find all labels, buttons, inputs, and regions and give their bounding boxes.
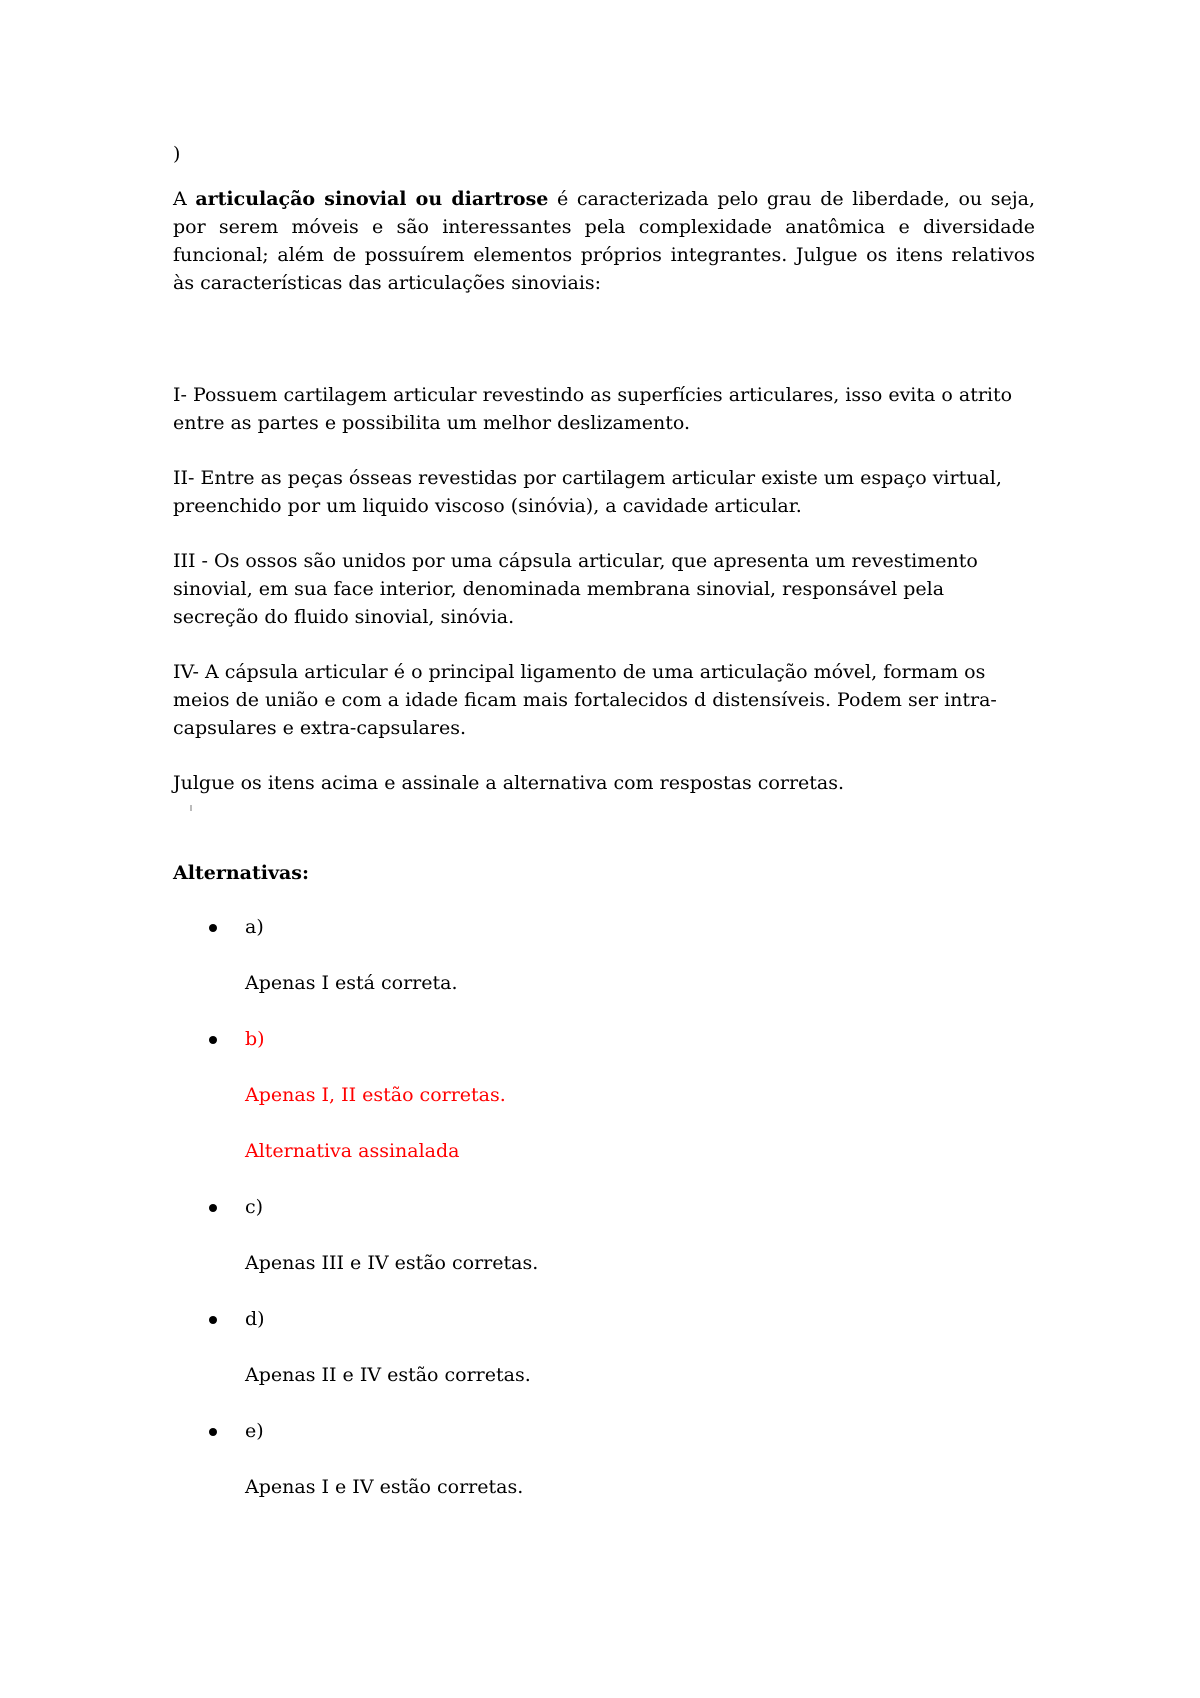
alternative-a[interactable] bbox=[173, 913, 1035, 997]
alternative-letter: b) bbox=[245, 1028, 265, 1050]
stray-parenthesis: ) bbox=[173, 143, 181, 165]
question-intro bbox=[173, 185, 1035, 297]
alternatives-heading: Alternativas: bbox=[173, 862, 310, 884]
alternatives-list bbox=[173, 913, 1035, 1501]
statement-item-1: I- Possuem cartilagem articular revestindo as superfícies articulares, isso evita o atrito entre as partes e possibilita um melhor deslizamento. bbox=[173, 384, 1013, 434]
statement-item-3: III - Os ossos são unidos por uma cápsula articular, que apresenta um revestimento sinovial, em sua face interior, denominada membrana sinovial, responsável pela secreção do fluido sinovial, sinóvia. bbox=[173, 550, 978, 628]
bullet-icon bbox=[209, 1428, 217, 1436]
alternative-letter: c) bbox=[245, 1196, 264, 1218]
instruction-text: Julgue os itens acima e assinale a alternativa com respostas corretas. bbox=[173, 772, 845, 794]
alternative-c[interactable] bbox=[173, 1193, 1035, 1277]
alternative-letter: a) bbox=[245, 916, 264, 938]
alternative-e[interactable] bbox=[173, 1417, 1035, 1501]
alternative-b[interactable] bbox=[173, 1025, 1035, 1165]
document-page bbox=[173, 140, 1035, 1529]
alternative-text: Apenas I e IV estão corretas. bbox=[245, 1476, 524, 1498]
alternative-text: Apenas II e IV estão corretas. bbox=[245, 1364, 531, 1386]
alternative-letter: d) bbox=[245, 1308, 265, 1330]
intro-prefix: A bbox=[173, 188, 196, 210]
selected-alternative-label: Alternativa assinalada bbox=[245, 1140, 460, 1162]
stray-mark bbox=[190, 805, 192, 811]
intro-rest: é caracterizada pelo grau de liberdade, ou seja, por serem móveis e são interessantes pela complexidade anatômica e diversidade funcional; além de possuírem elementos próprios integrantes. Julgue os itens relativos às características das articulações sinoviais: bbox=[173, 188, 1035, 294]
alternative-text: Apenas III e IV estão corretas. bbox=[245, 1252, 539, 1274]
bullet-icon bbox=[209, 1204, 217, 1212]
alternative-text: Apenas I, II estão corretas. bbox=[245, 1084, 506, 1106]
alternative-text: Apenas I está correta. bbox=[245, 972, 458, 994]
statement-item-2: II- Entre as peças ósseas revestidas por cartilagem articular existe um espaço virtual, preenchido por um liquido viscoso (sinóvia), a cavidade articular. bbox=[173, 467, 1002, 517]
alternative-letter: e) bbox=[245, 1420, 264, 1442]
bullet-icon bbox=[209, 924, 217, 932]
bullet-icon bbox=[209, 1036, 217, 1044]
bullet-icon bbox=[209, 1316, 217, 1324]
statement-item-4: IV- A cápsula articular é o principal ligamento de uma articulação móvel, formam os meios de união e com a idade ficam mais fortalecidos d distensíveis. Podem ser intra-capsulares e extra-capsulares. bbox=[173, 661, 997, 739]
alternative-d[interactable] bbox=[173, 1305, 1035, 1389]
intro-bold-term: articulação sinovial ou diartrose bbox=[195, 188, 549, 210]
